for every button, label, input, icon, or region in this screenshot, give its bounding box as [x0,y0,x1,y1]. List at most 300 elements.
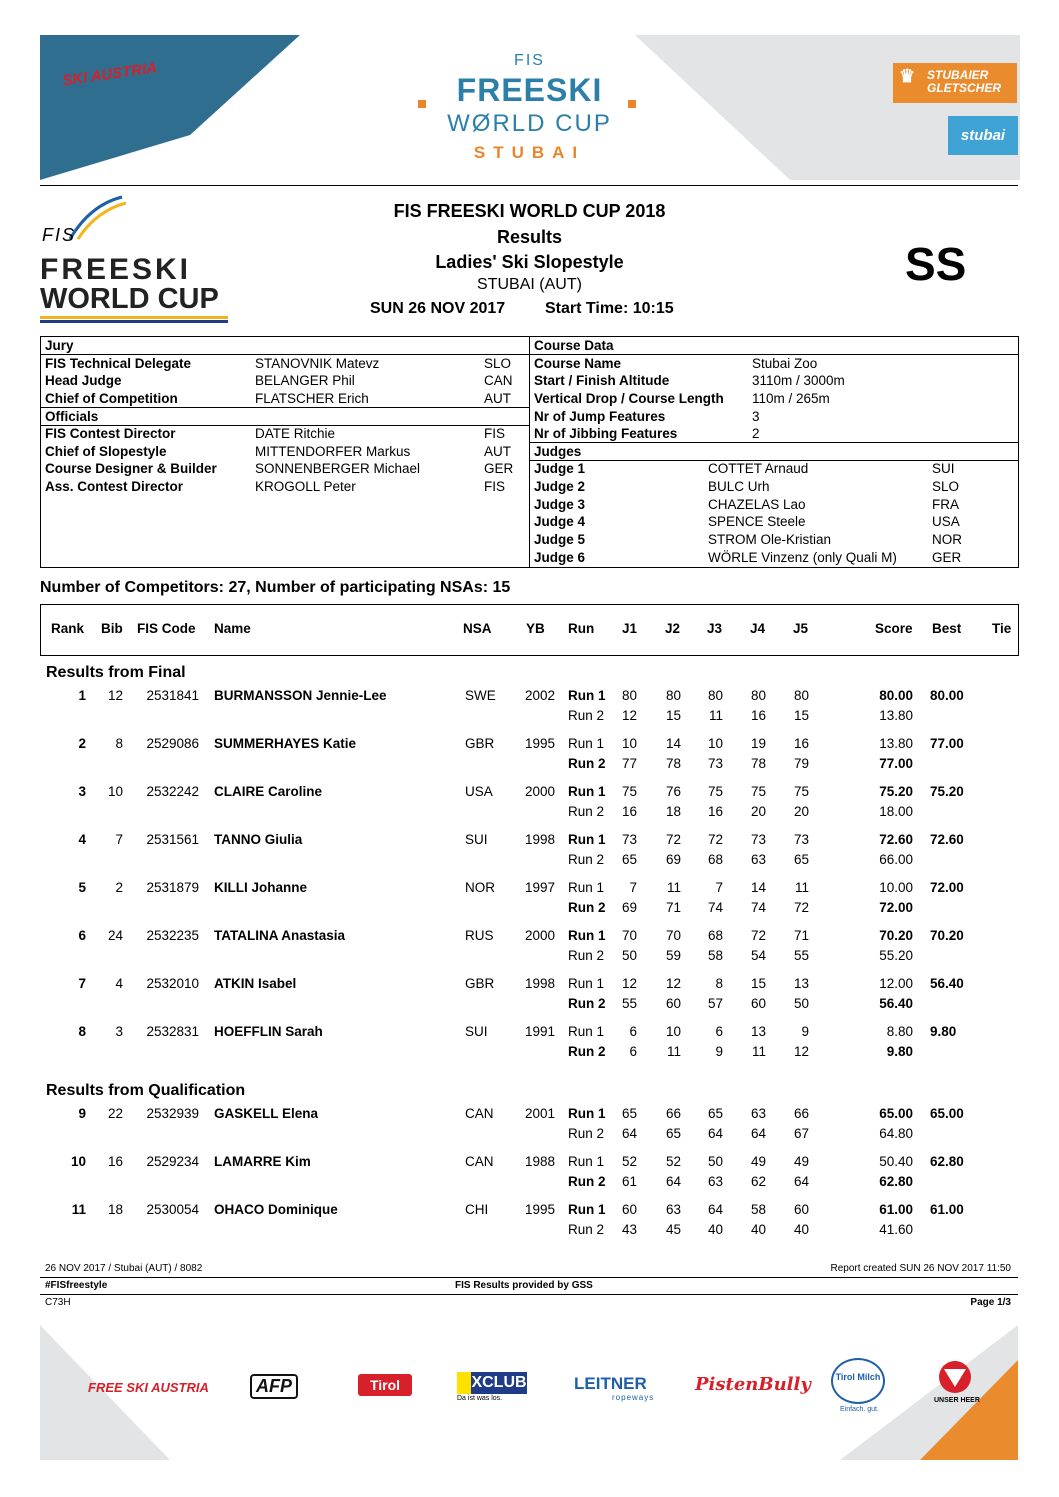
judge-score: 80 [665,688,681,703]
course-data-heading: Course Data [534,338,614,353]
judge-score: 49 [793,1154,809,1169]
athlete-bib: 18 [107,1202,123,1217]
fis-freeski-logo: FIS FREESKI WORLD CUP [40,195,230,327]
judge-score: 80 [621,688,637,703]
athlete-rank: 4 [78,832,86,847]
run-label: Run 2 [568,948,605,963]
judge-score: 60 [750,996,766,1011]
judge-score: 63 [707,1174,723,1189]
judge-score: 58 [750,1202,766,1217]
column-header-yb: YB [526,621,545,636]
start-time: Start Time: 10:15 [545,300,674,317]
column-header-fiscode: FIS Code [137,621,196,636]
judge-score: 15 [793,708,809,723]
athlete-name: OHACO Dominique [214,1202,338,1217]
jury-nsa: CAN [484,373,513,388]
run-score: 9.80 [886,1044,913,1059]
judge-score: 10 [707,736,723,751]
judge-score: 60 [793,1202,809,1217]
judge-score: 68 [707,852,723,867]
judge-score: 58 [707,948,723,963]
athlete-nsa: SUI [465,1024,488,1039]
judge-score: 16 [793,736,809,751]
athlete-name: LAMARRE Kim [214,1154,311,1169]
column-header-name: Name [214,621,251,636]
judge-score: 11 [794,880,809,895]
athlete-fis-code: 2532939 [146,1106,199,1121]
section-heading: Results from Qualification [46,1082,246,1099]
judge-score: 12 [665,976,681,991]
run-label: Run 1 [568,1154,605,1169]
athlete-name: BURMANSSON Jennie-Lee [214,688,387,703]
logo-square-icon [628,100,636,108]
judge-score: 73 [621,832,637,847]
judge-score: 10 [621,736,637,751]
judge-score: 55 [793,948,809,963]
athlete-name: KILLI Johanne [214,880,308,895]
judge-name: WÖRLE Vinzenz (only Quali M) [708,550,897,565]
athlete-fis-code: 2532242 [146,784,199,799]
event-logo-location: STUBAI [473,143,586,162]
athlete-rank: 9 [78,1106,86,1121]
judge-score: 67 [793,1126,809,1141]
judge-score: 64 [621,1126,637,1141]
judge-score: 11 [708,708,723,723]
judge-score: 6 [629,1024,637,1039]
sponsor-tirol-logo: Tirol [358,1374,412,1396]
judge-score: 65 [665,1126,681,1141]
ski-austria-logo: SKI AUSTRIA [61,59,159,90]
athlete-rank: 10 [70,1154,86,1169]
athlete-bib: 12 [107,688,123,703]
judge-score: 11 [666,880,681,895]
athlete-fis-code: 2531561 [146,832,199,847]
footer-report-created: Report created SUN 26 NOV 2017 11:50 [830,1263,1011,1274]
run-score: 77.00 [879,756,913,771]
athlete-year-born: 2000 [524,784,555,799]
venue-title: STUBAI (AUT) [477,276,582,293]
judge-score: 9 [715,1044,723,1059]
athlete-nsa: SWE [465,688,496,703]
judge-score: 15 [750,976,766,991]
judge-score: 65 [621,852,637,867]
best-score: 56.40 [930,976,964,991]
athlete-fis-code: 2532010 [146,976,199,991]
judge-name: STROM Ole-Kristian [708,532,832,547]
judge-score: 75 [793,784,809,799]
best-score: 65.00 [930,1106,964,1121]
course-label: Course Name [534,356,622,371]
run-score: 64.80 [879,1126,913,1141]
judge-score: 64 [665,1174,681,1189]
official-role: Ass. Contest Director [45,479,184,494]
judge-score: 61 [621,1174,637,1189]
run-label: Run 2 [568,804,605,819]
athlete-rank: 8 [78,1024,86,1039]
official-name: KROGOLL Peter [255,479,356,494]
judge-score: 55 [621,996,637,1011]
run-score: 72.60 [879,832,913,847]
footer-code: C73H [45,1297,71,1308]
judge-score: 72 [665,832,681,847]
run-score: 72.00 [879,900,913,915]
jury-name: STANOVNIK Matevz [255,356,380,371]
athlete-nsa: CAN [465,1154,494,1169]
best-score: 72.00 [930,880,964,895]
bundesheer-icon [935,1360,975,1394]
judge-score: 14 [750,880,766,895]
jury-role: Chief of Competition [45,391,178,406]
athlete-year-born: 1988 [524,1154,555,1169]
best-score: 77.00 [930,736,964,751]
judge-score: 63 [750,852,766,867]
judge-score: 73 [750,832,766,847]
athlete-year-born: 1998 [524,832,555,847]
judge-nsa: NOR [932,532,962,547]
official-role: Chief of Slopestyle [45,444,167,459]
judge-nsa: GER [932,550,962,565]
logo-square-icon [418,100,426,108]
header-divider [40,185,1018,186]
course-label: Nr of Jibbing Features [534,426,678,441]
athlete-name: GASKELL Elena [214,1106,319,1121]
athlete-nsa: USA [465,784,493,799]
sponsor-unser-heer-label: UNSER HEER [934,1397,980,1404]
sponsor-pistenbully-logo: PistenBully [695,1374,811,1395]
run-label: Run 1 [568,880,605,895]
judge-nsa: USA [932,514,960,529]
judge-score: 65 [707,1106,723,1121]
jury-heading: Jury [45,338,74,353]
judge-score: 71 [665,900,681,915]
judge-score: 43 [621,1222,637,1237]
judge-score: 75 [707,784,723,799]
judge-score: 6 [715,1024,723,1039]
athlete-year-born: 1998 [524,976,555,991]
judge-name: BULC Urh [708,479,770,494]
run-label: Run 2 [568,1222,605,1237]
judge-score: 60 [621,1202,637,1217]
athlete-fis-code: 2529234 [146,1154,199,1169]
best-score: 72.60 [930,832,964,847]
athlete-rank: 7 [78,976,86,991]
run-label: Run 1 [568,1202,606,1217]
athlete-year-born: 2001 [524,1106,555,1121]
athlete-bib: 22 [107,1106,123,1121]
judge-score: 8 [715,976,723,991]
judge-score: 54 [750,948,766,963]
run-score: 13.80 [879,736,913,751]
judge-score: 57 [707,996,723,1011]
athlete-name: TANNO Giulia [214,832,303,847]
footer-hashtag: #FISfreestyle [45,1280,108,1291]
judge-label: Judge 3 [534,497,586,512]
run-score: 80.00 [879,688,913,703]
event-logo-fis: FIS [514,52,545,69]
judge-score: 62 [750,1174,766,1189]
judge-score: 15 [665,708,681,723]
column-header-j4: J4 [750,621,766,636]
course-value: 3 [752,409,760,424]
judge-score: 77 [621,756,637,771]
judge-score: 16 [750,708,766,723]
run-label: Run 2 [568,1174,606,1189]
athlete-bib: 10 [107,784,123,799]
judge-score: 69 [665,852,681,867]
athlete-nsa: NOR [465,880,495,895]
judge-score: 40 [793,1222,809,1237]
judge-name: SPENCE Steele [708,514,806,529]
judge-label: Judge 2 [534,479,586,494]
judge-score: 50 [621,948,637,963]
event-title: FIS FREESKI WORLD CUP 2018 [393,201,666,221]
judge-score: 19 [750,736,766,751]
athlete-rank: 3 [78,784,86,799]
run-score: 8.80 [886,1024,913,1039]
athlete-year-born: 2002 [524,688,555,703]
jury-role: FIS Technical Delegate [45,356,192,371]
judge-score: 63 [750,1106,766,1121]
jury-role: Head Judge [45,373,122,388]
judge-nsa: SLO [932,479,960,494]
sponsor-leitner-logo: LEITNER [574,1374,647,1393]
athlete-bib: 4 [115,976,123,991]
judge-label: Judge 1 [534,461,586,476]
judge-score: 50 [793,996,809,1011]
judge-score: 64 [750,1126,766,1141]
column-header-j1: J1 [622,621,638,636]
judge-score: 66 [665,1106,681,1121]
athlete-year-born: 1997 [524,880,555,895]
column-header-j5: J5 [793,621,809,636]
athlete-fis-code: 2532831 [146,1024,199,1039]
judge-nsa: SUI [932,461,955,476]
athlete-bib: 2 [115,880,123,895]
judge-score: 76 [665,784,681,799]
competitors-summary: Number of Competitors: 27, Number of participating NSAs: 15 [40,579,511,596]
column-header-best: Best [932,621,962,636]
athlete-name: ATKIN Isabel [214,976,297,991]
judge-score: 20 [750,804,766,819]
discipline-title: Ladies' Ski Slopestyle [435,252,624,272]
judge-score: 73 [793,832,809,847]
judge-score: 78 [750,756,766,771]
course-value: Stubai Zoo [752,356,818,371]
judge-score: 16 [707,804,723,819]
official-nsa: FIS [484,479,506,494]
run-score: 65.00 [879,1106,913,1121]
footer-page: Page 1/3 [970,1297,1011,1308]
column-header-bib: Bib [101,621,123,636]
judge-score: 70 [621,928,637,943]
best-score: 70.20 [930,928,964,943]
jury-name: FLATSCHER Erich [255,391,369,406]
run-label: Run 1 [568,688,606,703]
judge-score: 65 [621,1106,637,1121]
section-heading: Results from Final [46,664,186,681]
judge-score: 64 [793,1174,809,1189]
judge-score: 74 [707,900,723,915]
sponsor-afp-logo: AFP [250,1374,298,1399]
judge-score: 64 [707,1202,723,1217]
judge-label: Judge 5 [534,532,586,547]
athlete-year-born: 2000 [524,928,555,943]
event-date: SUN 26 NOV 2017 [370,300,506,317]
judge-name: CHAZELAS Lao [708,497,806,512]
run-label: Run 1 [568,736,605,751]
run-label: Run 1 [568,1024,605,1039]
official-role: Course Designer & Builder [45,461,217,476]
athlete-name: TATALINA Anastasia [214,928,346,943]
run-label: Run 2 [568,1044,606,1059]
judge-nsa: FRA [932,497,959,512]
athlete-name: CLAIRE Caroline [214,784,323,799]
judge-score: 6 [629,1044,637,1059]
column-header-tie: Tie [992,621,1012,636]
column-header-j2: J2 [665,621,681,636]
sponsor-leitner-tagline: ropeways [612,1393,655,1402]
athlete-year-born: 1995 [524,1202,555,1217]
judge-score: 11 [666,1044,681,1059]
judge-score: 14 [665,736,681,751]
run-label: Run 1 [568,928,606,943]
run-score: 70.20 [879,928,913,943]
judge-score: 70 [665,928,681,943]
judge-score: 72 [750,928,766,943]
judge-score: 52 [621,1154,637,1169]
judge-score: 12 [621,976,637,991]
sponsor-xclub-tagline: Da ist was los. [457,1395,503,1402]
sponsor-tirolmilch-tagline: Einfach. gut. [840,1406,879,1413]
judge-score: 64 [707,1126,723,1141]
course-label: Vertical Drop / Course Length [534,391,724,406]
athlete-nsa: RUS [465,928,494,943]
athlete-rank: 2 [78,736,86,751]
officials-heading: Officials [45,409,99,424]
run-score: 61.00 [879,1202,913,1217]
judge-score: 7 [629,880,637,895]
judge-score: 11 [751,1044,766,1059]
judge-score: 75 [621,784,637,799]
judge-score: 10 [665,1024,681,1039]
official-nsa: FIS [484,426,506,441]
sponsor-xclub-logo: XCLUB [457,1372,527,1394]
official-name: MITTENDORFER Markus [255,444,411,459]
judge-score: 80 [793,688,809,703]
judge-score: 72 [793,900,809,915]
judge-score: 16 [621,804,637,819]
judge-score: 12 [793,1044,809,1059]
sponsor-freeski-austria-logo: FREE SKI AUSTRIA [88,1380,209,1395]
run-label: Run 1 [568,976,605,991]
judge-score: 52 [665,1154,681,1169]
course-value: 110m / 265m [752,391,830,406]
athlete-fis-code: 2532235 [146,928,199,943]
official-name: DATE Ritchie [255,426,336,441]
athlete-bib: 16 [107,1154,123,1169]
judge-score: 69 [621,900,637,915]
judge-score: 65 [793,852,809,867]
run-score: 10.00 [879,880,913,895]
best-score: 9.80 [930,1024,957,1039]
official-nsa: GER [484,461,514,476]
athlete-fis-code: 2529086 [146,736,199,751]
best-score: 80.00 [930,688,964,703]
judge-score: 13 [750,1024,766,1039]
athlete-nsa: SUI [465,832,488,847]
judge-score: 13 [793,976,809,991]
judge-score: 50 [707,1154,723,1169]
official-nsa: AUT [484,444,511,459]
judge-score: 7 [715,880,723,895]
judge-label: Judge 4 [534,514,586,529]
judge-score: 72 [707,832,723,847]
athlete-bib: 3 [115,1024,123,1039]
run-score: 50.40 [879,1154,913,1169]
athlete-fis-code: 2531879 [146,880,199,895]
discipline-code: SS [905,238,967,290]
athlete-bib: 7 [115,832,123,847]
course-label: Start / Finish Altitude [534,373,670,388]
run-score: 13.80 [879,708,913,723]
athlete-name: HOEFFLIN Sarah [214,1024,323,1039]
judge-score: 40 [750,1222,766,1237]
event-logo-freeski: FREESKI [456,72,603,108]
run-label: Run 2 [568,708,605,723]
judge-score: 49 [750,1154,766,1169]
run-score: 12.00 [879,976,913,991]
athlete-nsa: CAN [465,1106,494,1121]
course-label: Nr of Jump Features [534,409,666,424]
athlete-nsa: CHI [465,1202,489,1217]
official-role: FIS Contest Director [45,426,176,441]
athlete-nsa: GBR [465,736,495,751]
athlete-bib: 24 [107,928,123,943]
official-name: SONNENBERGER Michael [255,461,421,476]
jury-nsa: SLO [484,356,512,371]
judge-score: 71 [793,928,809,943]
best-score: 62.80 [930,1154,964,1169]
run-label: Run 1 [568,832,606,847]
stubai-logo: stubai [948,116,1018,155]
run-label: Run 2 [568,900,606,915]
judge-score: 60 [665,996,681,1011]
athlete-fis-code: 2531841 [146,688,199,703]
footer-provider: FIS Results provided by GSS [455,1280,593,1291]
jury-name: BELANGER Phil [255,373,355,388]
run-label: Run 1 [568,1106,606,1121]
judge-score: 66 [793,1106,809,1121]
athlete-year-born: 1991 [524,1024,555,1039]
judge-score: 20 [793,804,809,819]
best-score: 75.20 [930,784,964,799]
run-score: 75.20 [879,784,913,799]
run-score: 55.20 [879,948,913,963]
run-label: Run 1 [568,784,606,799]
judges-heading: Judges [534,444,582,459]
run-label: Run 2 [568,996,606,1011]
column-header-rank: Rank [51,621,85,636]
judge-score: 40 [707,1222,723,1237]
run-score: 62.80 [879,1174,913,1189]
event-logo-worldcup: WØRLD CUP [447,110,612,137]
judge-score: 79 [793,756,809,771]
athlete-rank: 11 [71,1202,86,1217]
judge-score: 9 [801,1024,809,1039]
athlete-nsa: GBR [465,976,495,991]
judge-score: 59 [665,948,681,963]
athlete-name: SUMMERHAYES Katie [214,736,357,751]
